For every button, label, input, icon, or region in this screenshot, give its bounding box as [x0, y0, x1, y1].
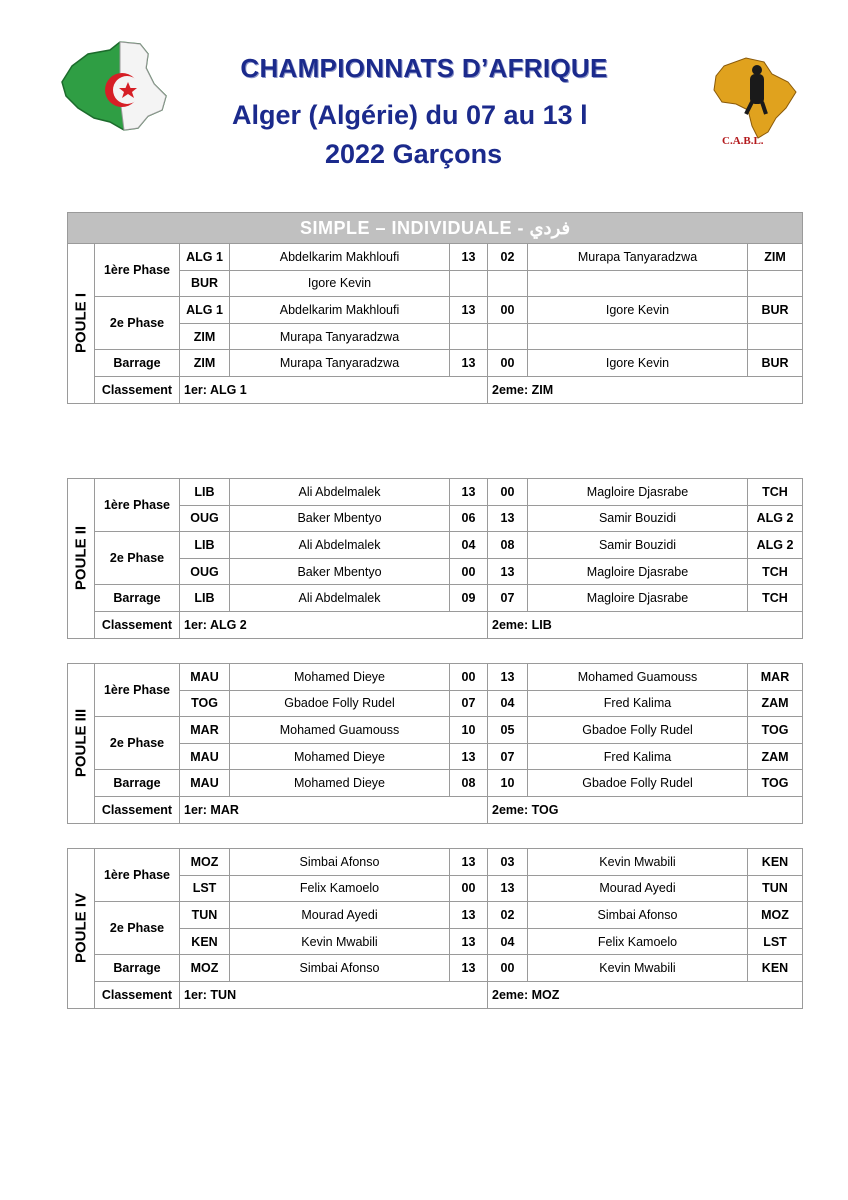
- country-code-left: KEN: [180, 928, 230, 955]
- cabl-logo-text: C.A.B.L.: [722, 135, 764, 147]
- player-left: Ali Abdelmalek: [230, 585, 450, 612]
- player-right: [528, 270, 748, 297]
- score-left: 13: [450, 244, 488, 271]
- player-right: [528, 323, 748, 350]
- match-row: [68, 585, 803, 612]
- score-left: 13: [450, 743, 488, 770]
- player-right: Magloire Djasrabe: [528, 558, 748, 585]
- player-right: Simbai Afonso: [528, 902, 748, 929]
- match-row: [68, 479, 803, 506]
- subtitle-year: 2022 Garçons: [325, 139, 503, 169]
- score-right: 00: [488, 297, 528, 324]
- match-row: [68, 532, 803, 559]
- player-right: Gbadoe Folly Rudel: [528, 770, 748, 797]
- section-banner: SIMPLE – INDIVIDUALE - فردي: [68, 213, 803, 244]
- player-right: Kevin Mwabili: [528, 955, 748, 982]
- player-left: Abdelkarim Makhloufi: [230, 297, 450, 324]
- score-right: [488, 270, 528, 297]
- player-right: Samir Bouzidi: [528, 505, 748, 532]
- score-right: 00: [488, 350, 528, 377]
- pool-name: POULE III: [72, 709, 90, 778]
- phase-label: 1ère Phase: [95, 849, 180, 902]
- player-left: Mohamed Dieye: [230, 770, 450, 797]
- phase-label: 2e Phase: [95, 297, 180, 350]
- player-right: Samir Bouzidi: [528, 532, 748, 559]
- player-left: Abdelkarim Makhloufi: [230, 244, 450, 271]
- country-code-right: KEN: [748, 849, 803, 876]
- player-left: Mohamed Guamouss: [230, 717, 450, 744]
- country-code-right: BUR: [748, 350, 803, 377]
- country-code-left: BUR: [180, 270, 230, 297]
- country-code-right: ALG 2: [748, 532, 803, 559]
- phase-label: Barrage: [95, 585, 180, 612]
- country-code-left: LIB: [180, 479, 230, 506]
- country-code-right: ALG 2: [748, 505, 803, 532]
- country-code-right: KEN: [748, 955, 803, 982]
- player-left: Gbadoe Folly Rudel: [230, 690, 450, 717]
- match-row: [68, 770, 803, 797]
- score-right: 13: [488, 875, 528, 902]
- classement-label: Classement: [95, 376, 180, 403]
- phase-label: 2e Phase: [95, 902, 180, 955]
- score-right: 13: [488, 505, 528, 532]
- pool-label-cell: [68, 849, 95, 1009]
- phase-label: Barrage: [95, 955, 180, 982]
- country-code-right: MAR: [748, 664, 803, 691]
- country-code-right: TCH: [748, 479, 803, 506]
- player-right: Fred Kalima: [528, 690, 748, 717]
- player-left: Mohamed Dieye: [230, 664, 450, 691]
- score-left: 10: [450, 717, 488, 744]
- country-code-left: TUN: [180, 902, 230, 929]
- player-right: Murapa Tanyaradzwa: [528, 244, 748, 271]
- player-right: Magloire Djasrabe: [528, 479, 748, 506]
- classement-row: [68, 796, 803, 823]
- phase-label: 2e Phase: [95, 717, 180, 770]
- score-right: 13: [488, 664, 528, 691]
- classement-label: Classement: [95, 611, 180, 638]
- phase-label: 1ère Phase: [95, 479, 180, 532]
- country-code-left: LST: [180, 875, 230, 902]
- country-code-left: MAU: [180, 743, 230, 770]
- country-code-left: LIB: [180, 532, 230, 559]
- country-code-left: MOZ: [180, 849, 230, 876]
- score-right: 02: [488, 244, 528, 271]
- pool-label-cell: [68, 479, 95, 639]
- score-left: 08: [450, 770, 488, 797]
- score-right: 04: [488, 690, 528, 717]
- country-code-left: ALG 1: [180, 297, 230, 324]
- country-code-right: ZIM: [748, 244, 803, 271]
- match-row: [68, 297, 803, 324]
- country-code-right: TOG: [748, 717, 803, 744]
- score-right: 00: [488, 955, 528, 982]
- phase-label: Barrage: [95, 350, 180, 377]
- player-left: Felix Kamoelo: [230, 875, 450, 902]
- player-left: Mohamed Dieye: [230, 743, 450, 770]
- score-left: 00: [450, 664, 488, 691]
- country-code-left: ALG 1: [180, 244, 230, 271]
- score-left: [450, 270, 488, 297]
- first-place: 1er: MAR: [180, 796, 488, 823]
- score-left: 00: [450, 558, 488, 585]
- subtitle-text: Alger (Algérie) du 07 au 13 l: [232, 100, 588, 130]
- country-code-right: LST: [748, 928, 803, 955]
- pool-table: [67, 212, 803, 404]
- player-left: Baker Mbentyo: [230, 558, 450, 585]
- score-left: 09: [450, 585, 488, 612]
- match-row: [68, 350, 803, 377]
- country-code-left: MAU: [180, 770, 230, 797]
- score-left: 13: [450, 955, 488, 982]
- player-right: Fred Kalima: [528, 743, 748, 770]
- match-row: [68, 717, 803, 744]
- phase-label: 1ère Phase: [95, 664, 180, 717]
- pool-name: POULE IV: [72, 893, 90, 964]
- score-left: 06: [450, 505, 488, 532]
- score-left: 04: [450, 532, 488, 559]
- second-place: 2eme: TOG: [488, 796, 803, 823]
- country-code-left: OUG: [180, 558, 230, 585]
- second-place: 2eme: LIB: [488, 611, 803, 638]
- pool-table: [67, 663, 803, 824]
- player-left: Ali Abdelmalek: [230, 532, 450, 559]
- player-right: Mourad Ayedi: [528, 875, 748, 902]
- country-code-right: TCH: [748, 585, 803, 612]
- score-right: 07: [488, 585, 528, 612]
- score-left: [450, 323, 488, 350]
- first-place: 1er: TUN: [180, 981, 488, 1008]
- player-left: Simbai Afonso: [230, 955, 450, 982]
- country-code-right: TUN: [748, 875, 803, 902]
- subtitle-line: [0, 98, 663, 138]
- classement-row: [68, 981, 803, 1008]
- score-left: 13: [450, 902, 488, 929]
- pool-table: [67, 848, 803, 1009]
- country-code-left: MAU: [180, 664, 230, 691]
- phase-label: 1ère Phase: [95, 244, 180, 297]
- page-title: CHAMPIONNATS D’AFRIQUE: [240, 53, 608, 83]
- score-left: 07: [450, 690, 488, 717]
- player-left: Ali Abdelmalek: [230, 479, 450, 506]
- score-left: 00: [450, 875, 488, 902]
- match-row: [68, 244, 803, 271]
- match-row: [68, 955, 803, 982]
- score-right: 10: [488, 770, 528, 797]
- first-place: 1er: ALG 1: [180, 376, 488, 403]
- player-right: Felix Kamoelo: [528, 928, 748, 955]
- first-place: 1er: ALG 2: [180, 611, 488, 638]
- classement-row: [68, 611, 803, 638]
- phase-label: Barrage: [95, 770, 180, 797]
- country-code-left: ZIM: [180, 323, 230, 350]
- score-left: 13: [450, 350, 488, 377]
- score-left: 13: [450, 849, 488, 876]
- country-code-right: TCH: [748, 558, 803, 585]
- score-right: 05: [488, 717, 528, 744]
- player-left: Kevin Mwabili: [230, 928, 450, 955]
- pool-label-cell: [68, 244, 95, 404]
- pool-name: POULE I: [72, 293, 90, 354]
- match-row: [68, 902, 803, 929]
- score-right: 07: [488, 743, 528, 770]
- score-right: 00: [488, 479, 528, 506]
- score-left: 13: [450, 928, 488, 955]
- country-code-left: ZIM: [180, 350, 230, 377]
- score-right: 13: [488, 558, 528, 585]
- country-code-right: BUR: [748, 297, 803, 324]
- player-left: Murapa Tanyaradzwa: [230, 350, 450, 377]
- match-row: [68, 849, 803, 876]
- country-code-left: MAR: [180, 717, 230, 744]
- player-left: Baker Mbentyo: [230, 505, 450, 532]
- score-right: 04: [488, 928, 528, 955]
- player-right: Mohamed Guamouss: [528, 664, 748, 691]
- score-right: 08: [488, 532, 528, 559]
- country-code-right: ZAM: [748, 690, 803, 717]
- player-right: Gbadoe Folly Rudel: [528, 717, 748, 744]
- country-code-left: MOZ: [180, 955, 230, 982]
- player-right: Kevin Mwabili: [528, 849, 748, 876]
- classement-row: [68, 376, 803, 403]
- second-place: 2eme: MOZ: [488, 981, 803, 1008]
- country-code-left: LIB: [180, 585, 230, 612]
- pool-label-cell: [68, 664, 95, 824]
- player-right: Igore Kevin: [528, 297, 748, 324]
- player-left: Mourad Ayedi: [230, 902, 450, 929]
- player-left: Murapa Tanyaradzwa: [230, 323, 450, 350]
- country-code-right: TOG: [748, 770, 803, 797]
- country-code-right: [748, 323, 803, 350]
- country-code-left: TOG: [180, 690, 230, 717]
- player-left: Simbai Afonso: [230, 849, 450, 876]
- second-place: 2eme: ZIM: [488, 376, 803, 403]
- match-row: [68, 664, 803, 691]
- classement-label: Classement: [95, 796, 180, 823]
- pool-table: [67, 478, 803, 639]
- phase-label: 2e Phase: [95, 532, 180, 585]
- country-code-right: [748, 270, 803, 297]
- score-left: 13: [450, 479, 488, 506]
- score-right: 03: [488, 849, 528, 876]
- player-left: Igore Kevin: [230, 270, 450, 297]
- score-right: [488, 323, 528, 350]
- country-code-right: ZAM: [748, 743, 803, 770]
- country-code-left: OUG: [180, 505, 230, 532]
- country-code-right: MOZ: [748, 902, 803, 929]
- pool-name: POULE II: [72, 526, 90, 591]
- score-left: 13: [450, 297, 488, 324]
- classement-label: Classement: [95, 981, 180, 1008]
- score-right: 02: [488, 902, 528, 929]
- banner-row: [68, 213, 803, 244]
- player-right: Igore Kevin: [528, 350, 748, 377]
- player-right: Magloire Djasrabe: [528, 585, 748, 612]
